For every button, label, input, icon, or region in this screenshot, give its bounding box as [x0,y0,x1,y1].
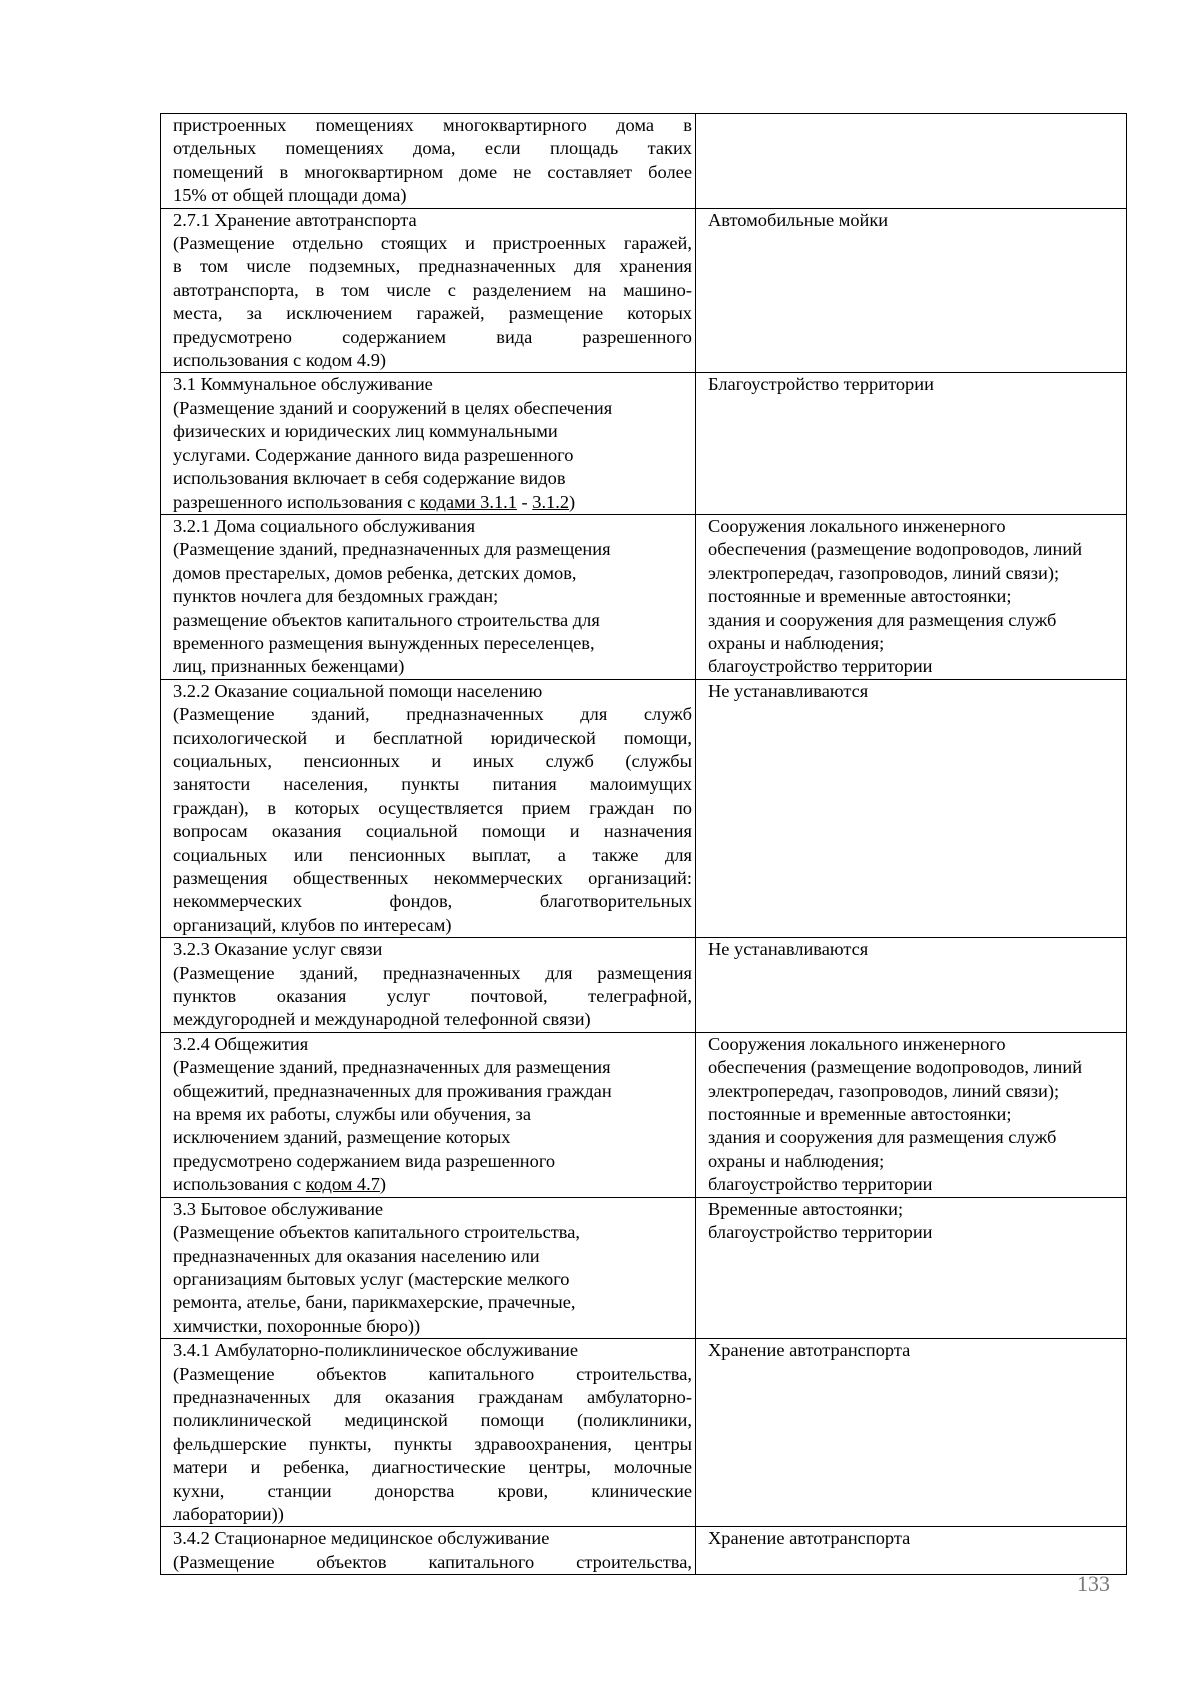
cell-text-line: фельдшерские пункты, пункты здравоохранения, центры [173,1433,692,1454]
cell-text-line: на время их работы, службы или обучения, за [173,1104,531,1125]
cell-text-line: (Размещение зданий, предназначенных для размещения [173,962,692,983]
cell-text-line: здания и сооружения для размещения служб [708,609,1057,630]
cell-text-line: ремонта, ателье, бани, парикмахерские, прачечные, [173,1292,576,1313]
cell-text-line: пунктов ночлега для бездомных граждан; [173,586,499,607]
cell-text-line: лаборатории)) [173,1503,284,1524]
code-reference-link[interactable]: кодами 3.1.1 [419,491,517,512]
cell-text-line: помещений в многоквартирном доме не составляет более [173,161,692,182]
page-number: 133 [1077,1571,1110,1596]
cell-text-line: 3.3 Бытовое обслуживание [173,1198,384,1219]
cell-text: ) [569,491,576,512]
auxiliary-use-cell [696,1527,1127,1575]
table-body [161,114,1127,1575]
cell-text-line: Не устанавливаются [708,939,869,960]
cell-text-line: временного размещения вынужденных переселенцев, [173,632,595,653]
cell-text-line: 3.4.2 Стационарное медицинское обслуживание [173,1528,550,1549]
table-row [161,1527,1127,1575]
cell-text-line: места, за исключением гаражей, размещение которых [173,303,692,324]
table-row [161,208,1127,373]
table-row [161,938,1127,1033]
cell-text-line: междугородней и международной телефонной связи) [173,1009,591,1030]
cell-text-line: кухни, станции донорства крови, клинические [173,1480,692,1501]
permitted-use-cell [161,679,696,937]
cell-text: разрешенного использования с [173,491,420,512]
cell-text-line: некоммерческих фондов, благотворительных [173,891,692,912]
cell-text-line: Автомобильные мойки [708,209,889,230]
cell-text-line: общежитий, предназначенных для проживания граждан [173,1080,612,1101]
auxiliary-use-cell [696,208,1127,373]
cell-text-line: лиц, признанных беженцами) [173,656,405,677]
cell-text-line: Временные автостоянки; [708,1198,904,1219]
permitted-use-cell [161,1339,696,1527]
cell-text-line: (Размещение зданий, предназначенных для служб [173,704,692,725]
cell-text-line: использования включает в себя содержание видов [173,468,566,489]
cell-text-line: поликлинической медицинской помощи (поликлиники, [173,1410,692,1431]
cell-text-line: охраны и наблюдения; [708,632,885,653]
cell-text-line: благоустройство территории [708,1222,933,1243]
cell-text-line: Сооружения локального инженерного [708,515,1006,536]
cell-text-line: 3.2.2 Оказание социальной помощи населению [173,680,543,701]
cell-text-line: матери и ребенка, диагностические центры, молочные [173,1457,692,1478]
table-row [161,1032,1127,1197]
cell-text-line: обеспечения (размещение водопроводов, линий [708,1057,1083,1078]
auxiliary-use-cell [696,1339,1127,1527]
auxiliary-use-cell [696,114,1127,209]
cell-text-line [173,1173,692,1196]
code-reference-link[interactable]: кодом 4.7 [305,1174,380,1195]
cell-text-line: охраны и наблюдения; [708,1150,885,1171]
auxiliary-use-cell [696,938,1127,1033]
cell-text-line: 3.1 Коммунальное обслуживание [173,374,433,395]
permitted-use-cell [161,373,696,514]
permitted-use-cell [161,1032,696,1197]
cell-text-line: размещение объектов капитального строительства для [173,609,600,630]
cell-text-line: 15% от общей площади дома) [173,185,407,206]
cell-text-line: благоустройство территории [708,656,933,677]
table-row [161,514,1127,679]
cell-text-line: в том числе подземных, предназначенных для хранения [173,256,692,277]
cell-text-line: пристроенных помещениях многоквартирного дома в [173,115,692,135]
permitted-use-cell [161,514,696,679]
permitted-use-cell [161,114,696,209]
cell-text-line: (Размещение объектов капитального строительства, [173,1551,692,1572]
cell-text-line: исключением зданий, размещение которых [173,1127,511,1148]
cell-text-line: 3.4.1 Амбулаторно-поликлиническое обслуживание [173,1340,579,1361]
table-row [161,679,1127,937]
zoning-table [160,113,1127,1575]
cell-text-line: социальных, пенсионных и иных служб (службы [173,750,692,771]
cell-text-line: (Размещение зданий, предназначенных для размещения [173,539,611,560]
permitted-use-cell [161,208,696,373]
cell-text-line: психологической и бесплатной юридической помощи, [173,727,692,748]
cell-text-line: социальных или пенсионных выплат, а также для [173,844,692,865]
code-reference-link[interactable]: 3.1.2 [532,491,570,512]
cell-text-line: предусмотрено содержанием вида разрешенного [173,326,692,347]
auxiliary-use-cell [696,1032,1127,1197]
cell-text-line: Не устанавливаются [708,680,869,701]
cell-text-line: организаций, клубов по интересам) [173,914,452,935]
cell-text-line: Благоустройство территории [708,374,934,395]
cell-text-line: 2.7.1 Хранение автотранспорта [173,209,417,230]
auxiliary-use-cell [696,514,1127,679]
cell-text: использования с [173,1174,306,1195]
table-row [161,1197,1127,1338]
cell-text-line: (Размещение зданий, предназначенных для размещения [173,1057,611,1078]
permitted-use-cell [161,938,696,1033]
cell-text-line: отдельных помещениях дома, если площадь таких [173,138,692,159]
permitted-use-cell [161,1527,696,1575]
cell-text-line: 3.2.3 Оказание услуг связи [173,939,383,960]
cell-text-line: физических и юридических лиц коммунальными [173,421,558,442]
cell-text-line: Сооружения локального инженерного [708,1033,1006,1054]
cell-text-line: благоустройство территории [708,1174,933,1195]
cell-text-line: 3.2.1 Дома социального обслуживания [173,515,476,536]
cell-text-line: (Размещение объектов капитального строительства, [173,1222,580,1243]
cell-text: - [516,491,533,512]
table-row [161,1339,1127,1527]
cell-text-line: предназначенных для оказания населению или [173,1245,540,1266]
cell-text-line: организациям бытовых услуг (мастерские мелкого [173,1268,570,1289]
cell-text-line: химчистки, похоронные бюро)) [173,1315,421,1336]
cell-text-line [173,491,692,514]
permitted-use-cell [161,1197,696,1338]
cell-text-line: электропередач, газопроводов, линий связи); [708,1080,1060,1101]
cell-text-line: постоянные и временные автостоянки; [708,1104,1012,1125]
cell-text: ) [379,1174,387,1195]
cell-text-line: граждан), в которых осуществляется прием граждан по [173,797,692,818]
auxiliary-use-cell [696,1197,1127,1338]
table-row [161,373,1127,514]
table-row [161,114,1127,209]
cell-text-line: Хранение автотранспорта [708,1340,911,1361]
cell-text-line: домов престарелых, домов ребенка, детских домов, [173,562,577,583]
cell-text-line: постоянные и временные автостоянки; [708,586,1012,607]
cell-text-line: (Размещение объектов капитального строительства, [173,1363,692,1384]
cell-text-line: автотранспорта, в том числе с разделением на машино- [173,279,692,300]
cell-text-line: занятости населения, пункты питания малоимущих [173,774,692,795]
cell-text-line: Хранение автотранспорта [708,1528,911,1549]
cell-text-line: обеспечения (размещение водопроводов, линий [708,539,1083,560]
cell-text-line: размещения общественных некоммерческих организаций: [173,868,692,888]
cell-text-line: предназначенных для оказания гражданам амбулаторно- [173,1386,692,1407]
cell-text-line: 3.2.4 Общежития [173,1033,309,1054]
cell-text-line: использования с кодом 4.9) [173,350,387,371]
auxiliary-use-cell [696,373,1127,514]
cell-text-line: (Размещение зданий и сооружений в целях обеспечения [173,397,613,418]
cell-text-line: вопросам оказания социальной помощи и назначения [173,821,692,842]
cell-text-line: здания и сооружения для размещения служб [708,1127,1057,1148]
cell-text-line: пунктов оказания услуг почтовой, телеграфной, [173,986,692,1007]
cell-text-line: (Размещение отдельно стоящих и пристроенных гаражей, [173,233,692,254]
auxiliary-use-cell [696,679,1127,937]
cell-text-line: электропередач, газопроводов, линий связи); [708,562,1060,583]
cell-text-line: предусмотрено содержанием вида разрешенного [173,1150,556,1171]
cell-text-line: услугами. Содержание данного вида разрешенного [173,444,574,465]
